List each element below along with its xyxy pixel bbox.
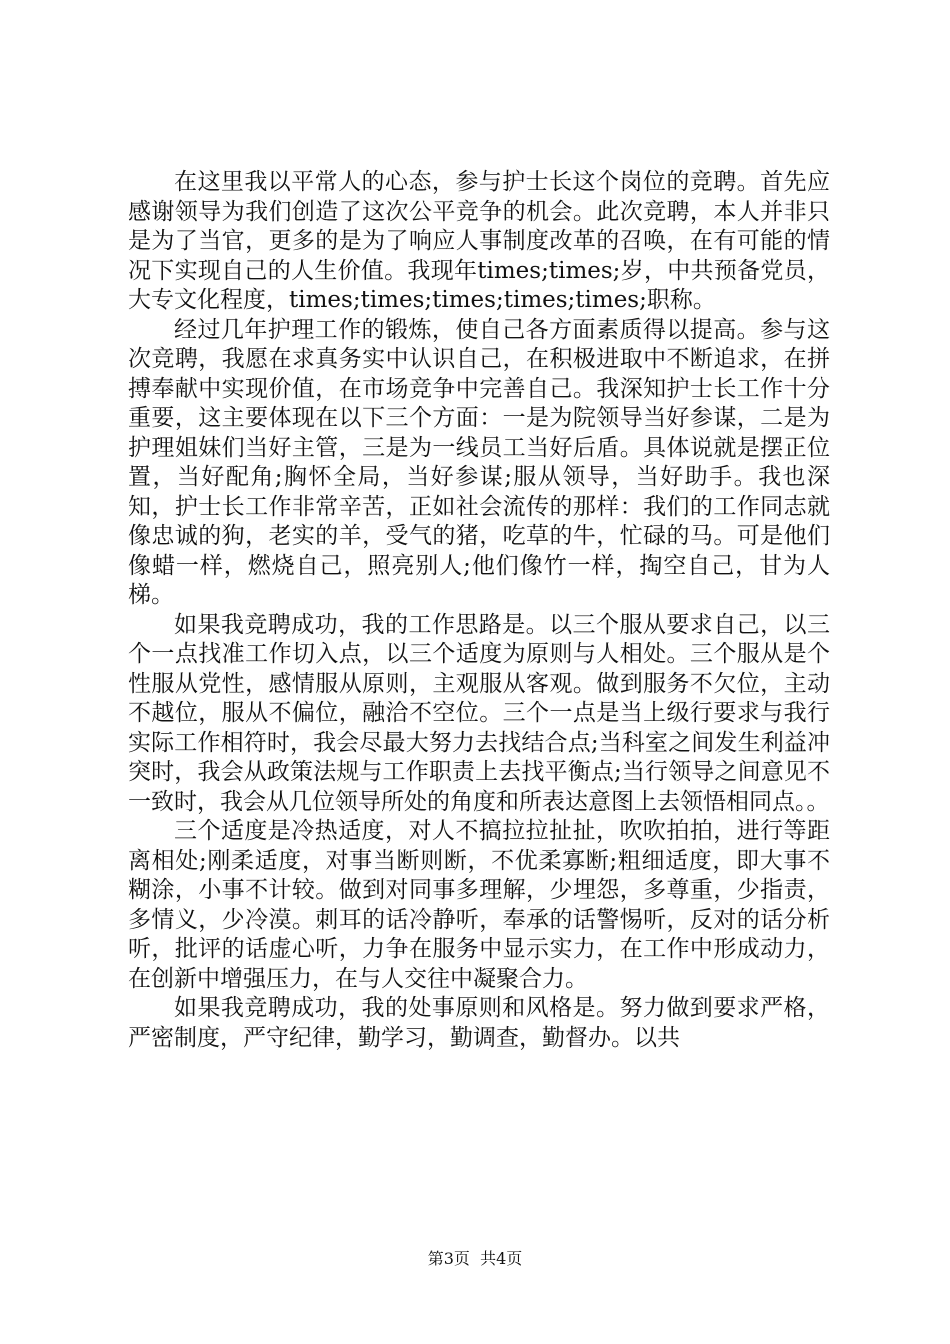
paragraph-1: 在这里我以平常人的心态，参与护士长这个岗位的竞聘。首先应感谢领导为我们创造了这次公平竞争的机会。此次竞聘，本人并非只是为了当官，更多的是为了响应人事制度改革的召唤，在有可能的情况下实现自己的人生价值。我现年times;times;岁，中共预备党员，大专文化程度，times;times;times;times;times;职称。 — [128, 169, 830, 313]
paragraph-5: 如果我竞聘成功，我的处事原则和风格是。努力做到要求严格，严密制度，严守纪律，勤学习，勤调查，勤督办。以共 — [128, 995, 830, 1051]
document-body — [128, 168, 830, 1053]
paragraph-2: 经过几年护理工作的锻炼，使自己各方面素质得以提高。参与这次竞聘，我愿在求真务实中认识自己，在积极进取中不断追求，在拼搏奉献中实现价值，在市场竞争中完善自己。我深知护士长工作十分重要，这主要体现在以下三个方面：一是为院领导当好参谋，二是为护理姐妹们当好主管，三是为一线员工当好后盾。具体说就是摆正位置，当好配角;胸怀全局，当好参谋;服从领导，当好助手。我也深知，护士长工作非常辛苦，正如社会流传的那样：我们的工作同志就像忠诚的狗，老实的羊，受气的猪，吃草的牛，忙碌的马。可是他们像蜡一样，燃烧自己，照亮别人;他们像竹一样，掏空自己，甘为人梯。 — [128, 316, 830, 608]
page-number-footer: 第3页 共4页 — [427, 1249, 523, 1268]
paragraph-3: 如果我竞聘成功，我的工作思路是。以三个服从要求自己，以三个一点找准工作切入点，以三个适度为原则与人相处。三个服从是个性服从党性，感情服从原则，主观服从客观。做到服务不欠位，主动不越位，服从不偏位，融洽不空位。三个一点是当上级行要求与我行实际工作相符时，我会尽最大努力去找结合点;当科室之间发生利益冲突时，我会从政策法规与工作职责上去找平衡点;当行领导之间意见不一致时，我会从几位领导所处的角度和所表达意图上去领悟相同点。。 — [128, 611, 830, 815]
paragraph-4: 三个适度是冷热适度，对人不搞拉拉扯扯，吹吹拍拍，进行等距离相处;刚柔适度，对事当断则断，不优柔寡断;粗细适度，即大事不糊涂，小事不计较。做到对同事多理解，少埋怨，多尊重，少指责，多情义，少冷漠。刺耳的话冷静听，奉承的话警惕听，反对的话分析听，批评的话虚心听，力争在服务中显示实力，在工作中形成动力，在创新中增强压力，在与人交往中凝聚合力。 — [128, 818, 830, 992]
